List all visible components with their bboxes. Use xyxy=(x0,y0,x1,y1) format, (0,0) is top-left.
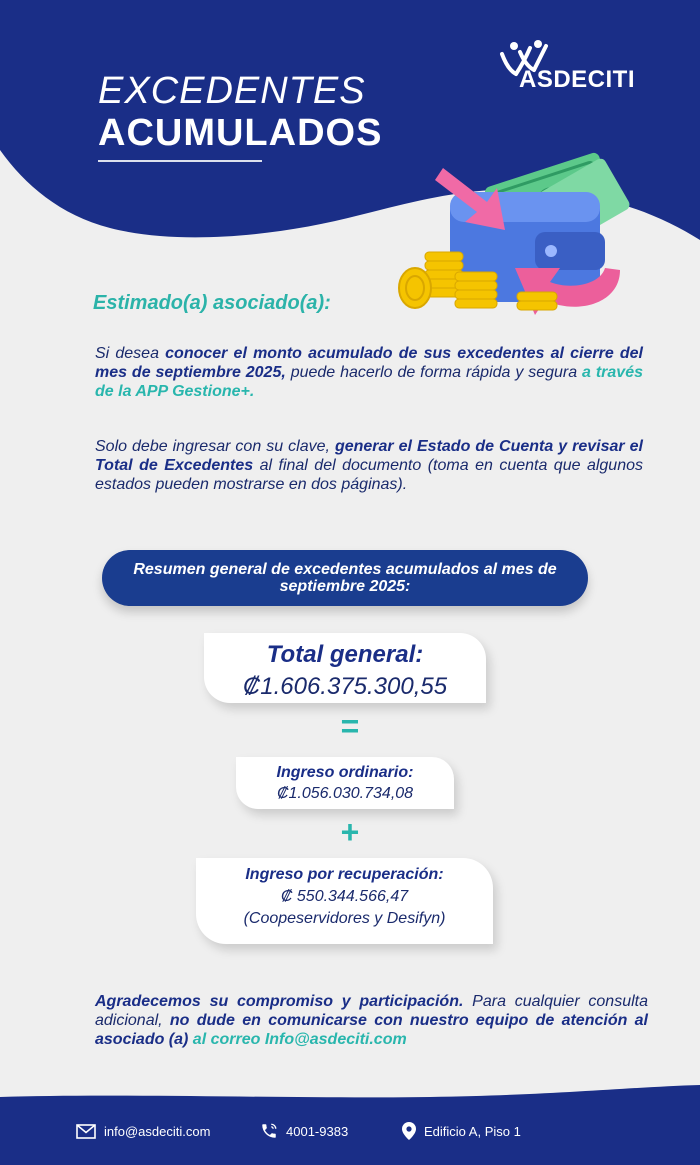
title-divider xyxy=(98,160,262,162)
phone-icon xyxy=(260,1122,278,1140)
app-gestione-link: a través de la APP Gestione+. xyxy=(95,364,643,400)
footer-location[interactable]: Edificio A, Piso 1 xyxy=(402,1120,521,1142)
equals-sign: = xyxy=(340,708,360,744)
instructions-paragraph: Solo debe ingresar con su clave, generar el Estado de Cuenta y revisar el Total de Excedentes al final del documento (toma en cuenta que algunos estados pueden mostrarse en dos páginas). xyxy=(95,438,643,493)
page-title-line1: EXCEDENTES xyxy=(98,70,366,112)
intro-paragraph: Si desea conocer el monto acumulado de sus excedentes al cierre del mes de septiembre 2025, puede hacerlo de forma rápida y segura a través de la APP Gestione+. xyxy=(95,345,644,400)
ordinary-value: ₡1.056.030.734,08 xyxy=(276,785,414,802)
recovery-note: (Coopeservidores y Desifyn) xyxy=(243,910,446,927)
logo-text: ASDECITI xyxy=(519,66,636,93)
summary-heading: Resumen general de excedentes acumulados al mes de septiembre 2025: xyxy=(102,550,588,606)
envelope-icon xyxy=(76,1124,96,1139)
closing-paragraph: Agradecemos su compromiso y participación. Para cualquier consulta adicional, no dude en comunicarse con nuestro equipo de atención al asociado (a) al correo Info@asdeciti.com xyxy=(95,993,649,1048)
wallet-money-illustration xyxy=(395,140,645,320)
ordinary-income-card xyxy=(236,757,454,809)
total-label: Total general: xyxy=(266,641,424,668)
recovery-value: ₡ 550.344.566,47 xyxy=(280,888,409,905)
plus-sign: + xyxy=(340,814,360,850)
footer-phone[interactable]: 4001-9383 xyxy=(260,1120,348,1142)
total-general-card xyxy=(204,633,486,703)
recovery-label: Ingreso por recuperación: xyxy=(245,866,444,883)
greeting: Estimado(a) asociado(a): xyxy=(93,292,331,314)
page-title-line2: ACUMULADOS xyxy=(98,112,383,154)
footer-email[interactable]: info@asdeciti.com xyxy=(76,1120,210,1142)
location-pin-icon xyxy=(402,1122,416,1140)
recovery-income-card xyxy=(196,858,493,944)
contact-email-link: al correo Info@asdeciti.com xyxy=(188,1031,407,1048)
total-value: ₡1.606.375.300,55 xyxy=(242,673,448,700)
ordinary-label: Ingreso ordinario: xyxy=(276,764,414,781)
